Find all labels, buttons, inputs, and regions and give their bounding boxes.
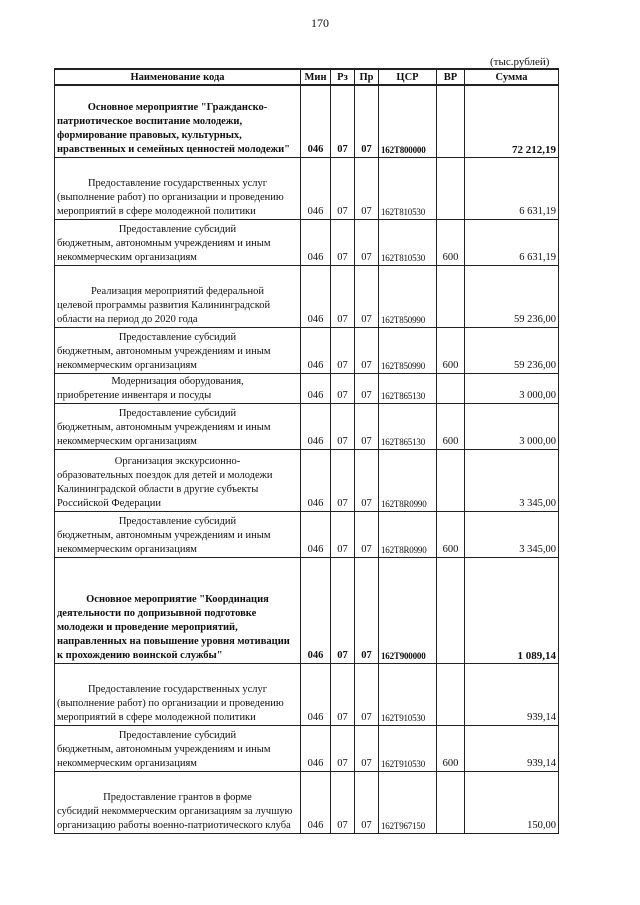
cell-name-rest: бюджетным, автономным учреждениям и иным некоммерческим организациям — [57, 421, 271, 447]
cell-name-first-line: Основное мероприятие "Координация — [86, 593, 269, 605]
cell-name-rest: бюджетным, автономным учреждениям и иным некоммерческим организациям — [57, 529, 271, 555]
cell-rz: 07 — [331, 511, 355, 557]
header-csr: ЦСР — [379, 69, 437, 85]
header-name: Наименование кода — [55, 69, 301, 85]
table-row — [55, 373, 559, 403]
cell-min: 046 — [301, 663, 331, 725]
cell-pr: 07 — [355, 373, 379, 403]
cell-name-first-line: Основное мероприятие "Гражданско- — [87, 101, 268, 113]
cell-pr: 07 — [355, 449, 379, 511]
cell-pr: 07 — [355, 663, 379, 725]
header-rz: Рз — [331, 69, 355, 85]
cell-name-rest: (выполнение работ) по организации и проведению мероприятий в сфере молодежной политики — [57, 191, 284, 217]
cell-pr: 07 — [355, 219, 379, 265]
cell-min: 046 — [301, 265, 331, 327]
cell-sum: 150,00 — [465, 771, 559, 833]
cell-name-first-line: Предоставление государственных услуг — [87, 177, 268, 189]
cell-vr: 600 — [437, 403, 465, 449]
cell-vr — [437, 157, 465, 219]
cell-vr: 600 — [437, 327, 465, 373]
cell-name — [55, 373, 301, 403]
cell-csr: 162Т865130 — [379, 403, 437, 449]
header-min: Мин — [301, 69, 331, 85]
cell-name-first-line: Предоставление субсидий — [118, 331, 237, 343]
cell-name-rest: целевой программы развития Калининградской области на период до 2020 года — [57, 299, 271, 325]
cell-name-first-line: Предоставление субсидий — [118, 407, 237, 419]
table-row — [55, 157, 559, 219]
cell-name — [55, 85, 301, 157]
cell-pr: 07 — [355, 85, 379, 157]
cell-name-first-line: Предоставление государственных услуг — [87, 683, 268, 695]
cell-name-first-line: Модернизация оборудования, — [111, 375, 244, 387]
cell-name-first-line: Реализация мероприятий федеральной — [90, 285, 265, 297]
cell-min: 046 — [301, 725, 331, 771]
table-row — [55, 265, 559, 327]
header-sum: Сумма — [465, 69, 559, 85]
cell-min: 046 — [301, 511, 331, 557]
cell-name — [55, 449, 301, 511]
cell-min: 046 — [301, 771, 331, 833]
cell-vr — [437, 373, 465, 403]
cell-rz: 07 — [331, 219, 355, 265]
cell-name-first-line: Предоставление субсидий — [118, 515, 237, 527]
table-body — [55, 85, 559, 833]
cell-name — [55, 557, 301, 663]
cell-csr: 162Т850990 — [379, 265, 437, 327]
cell-rz: 07 — [331, 449, 355, 511]
table-row-main — [55, 557, 559, 663]
cell-rz: 07 — [331, 403, 355, 449]
cell-name-first-line: Предоставление субсидий — [118, 729, 237, 741]
cell-rz: 07 — [331, 725, 355, 771]
cell-name-rest: деятельности по допризывной подготовке молодежи и проведение мероприятий, направленных на повышение уровня мотивации к прохождению воинской службы" — [57, 607, 290, 661]
cell-rz: 07 — [331, 265, 355, 327]
cell-name — [55, 265, 301, 327]
cell-min: 046 — [301, 373, 331, 403]
cell-min: 046 — [301, 449, 331, 511]
page-number: 170 — [311, 16, 329, 30]
cell-pr: 07 — [355, 327, 379, 373]
cell-sum: 939,14 — [465, 663, 559, 725]
table-row — [55, 403, 559, 449]
cell-pr: 07 — [355, 557, 379, 663]
cell-min: 046 — [301, 403, 331, 449]
cell-pr: 07 — [355, 771, 379, 833]
header-pr: Пр — [355, 69, 379, 85]
cell-name — [55, 403, 301, 449]
budget-table — [54, 68, 559, 834]
cell-vr — [437, 557, 465, 663]
cell-rz: 07 — [331, 373, 355, 403]
cell-name — [55, 725, 301, 771]
cell-pr: 07 — [355, 403, 379, 449]
cell-name — [55, 219, 301, 265]
cell-vr — [437, 85, 465, 157]
table-row — [55, 725, 559, 771]
cell-min: 046 — [301, 157, 331, 219]
cell-name-rest: патриотическое воспитание молодежи, формирование правовых, культурных, нравственных и семейных ценностей молодежи" — [57, 115, 291, 155]
cell-csr: 162Т910530 — [379, 663, 437, 725]
table-row-main — [55, 85, 559, 157]
cell-sum: 6 631,19 — [465, 157, 559, 219]
cell-csr: 162Т800000 — [379, 85, 437, 157]
cell-name-rest: (выполнение работ) по организации и проведению мероприятий в сфере молодежной политики — [57, 697, 284, 723]
cell-vr — [437, 771, 465, 833]
cell-csr: 162Т865130 — [379, 373, 437, 403]
cell-rz: 07 — [331, 771, 355, 833]
table-row — [55, 511, 559, 557]
cell-name — [55, 771, 301, 833]
cell-pr: 07 — [355, 511, 379, 557]
cell-name — [55, 327, 301, 373]
cell-rz: 07 — [331, 85, 355, 157]
table-row — [55, 219, 559, 265]
table-row — [55, 449, 559, 511]
units-label: (тыс.рублей) — [490, 56, 550, 68]
cell-name-first-line: Предоставление грантов в форме — [103, 791, 252, 803]
cell-csr: 162Т850990 — [379, 327, 437, 373]
cell-name — [55, 157, 301, 219]
cell-vr — [437, 663, 465, 725]
cell-min: 046 — [301, 85, 331, 157]
cell-vr: 600 — [437, 219, 465, 265]
cell-vr — [437, 265, 465, 327]
cell-sum: 59 236,00 — [465, 327, 559, 373]
cell-sum: 59 236,00 — [465, 265, 559, 327]
cell-rz: 07 — [331, 157, 355, 219]
cell-csr: 162Т8R0990 — [379, 449, 437, 511]
cell-csr: 162Т8R0990 — [379, 511, 437, 557]
cell-sum: 3 345,00 — [465, 449, 559, 511]
cell-name — [55, 663, 301, 725]
cell-name-rest: субсидий некоммерческим организациям за лучшую организацию работы военно-патриотического клуба — [57, 805, 293, 831]
cell-name-first-line: Предоставление субсидий — [118, 223, 237, 235]
cell-sum: 939,14 — [465, 725, 559, 771]
cell-name-first-line: Организация экскурсионно- — [114, 455, 241, 467]
cell-name — [55, 511, 301, 557]
cell-csr: 162Т967150 — [379, 771, 437, 833]
cell-rz: 07 — [331, 663, 355, 725]
table-row — [55, 663, 559, 725]
cell-sum: 3 000,00 — [465, 373, 559, 403]
cell-csr: 162Т810530 — [379, 219, 437, 265]
cell-vr: 600 — [437, 511, 465, 557]
cell-pr: 07 — [355, 265, 379, 327]
cell-name-rest: бюджетным, автономным учреждениям и иным некоммерческим организациям — [57, 743, 271, 769]
cell-name-rest: бюджетным, автономным учреждениям и иным некоммерческим организациям — [57, 237, 271, 263]
cell-sum: 3 000,00 — [465, 403, 559, 449]
header-vr: ВР — [437, 69, 465, 85]
cell-csr: 162Т810530 — [379, 157, 437, 219]
table-header-row — [55, 69, 559, 85]
table-row — [55, 771, 559, 833]
cell-min: 046 — [301, 327, 331, 373]
cell-sum: 6 631,19 — [465, 219, 559, 265]
cell-pr: 07 — [355, 157, 379, 219]
cell-rz: 07 — [331, 327, 355, 373]
cell-sum: 3 345,00 — [465, 511, 559, 557]
table-row — [55, 327, 559, 373]
cell-sum: 72 212,19 — [465, 85, 559, 157]
cell-min: 046 — [301, 219, 331, 265]
cell-csr: 162Т900000 — [379, 557, 437, 663]
cell-name-rest: образовательных поездок для детей и молодежи Калининградской области в другие субъекты Российской Федерации — [57, 469, 273, 509]
cell-name-rest: приобретение инвентаря и посуды — [57, 389, 212, 401]
cell-vr: 600 — [437, 725, 465, 771]
cell-vr — [437, 449, 465, 511]
cell-min: 046 — [301, 557, 331, 663]
cell-name-rest: бюджетным, автономным учреждениям и иным некоммерческим организациям — [57, 345, 271, 371]
cell-rz: 07 — [331, 557, 355, 663]
cell-sum: 1 089,14 — [465, 557, 559, 663]
cell-csr: 162Т910530 — [379, 725, 437, 771]
cell-pr: 07 — [355, 725, 379, 771]
